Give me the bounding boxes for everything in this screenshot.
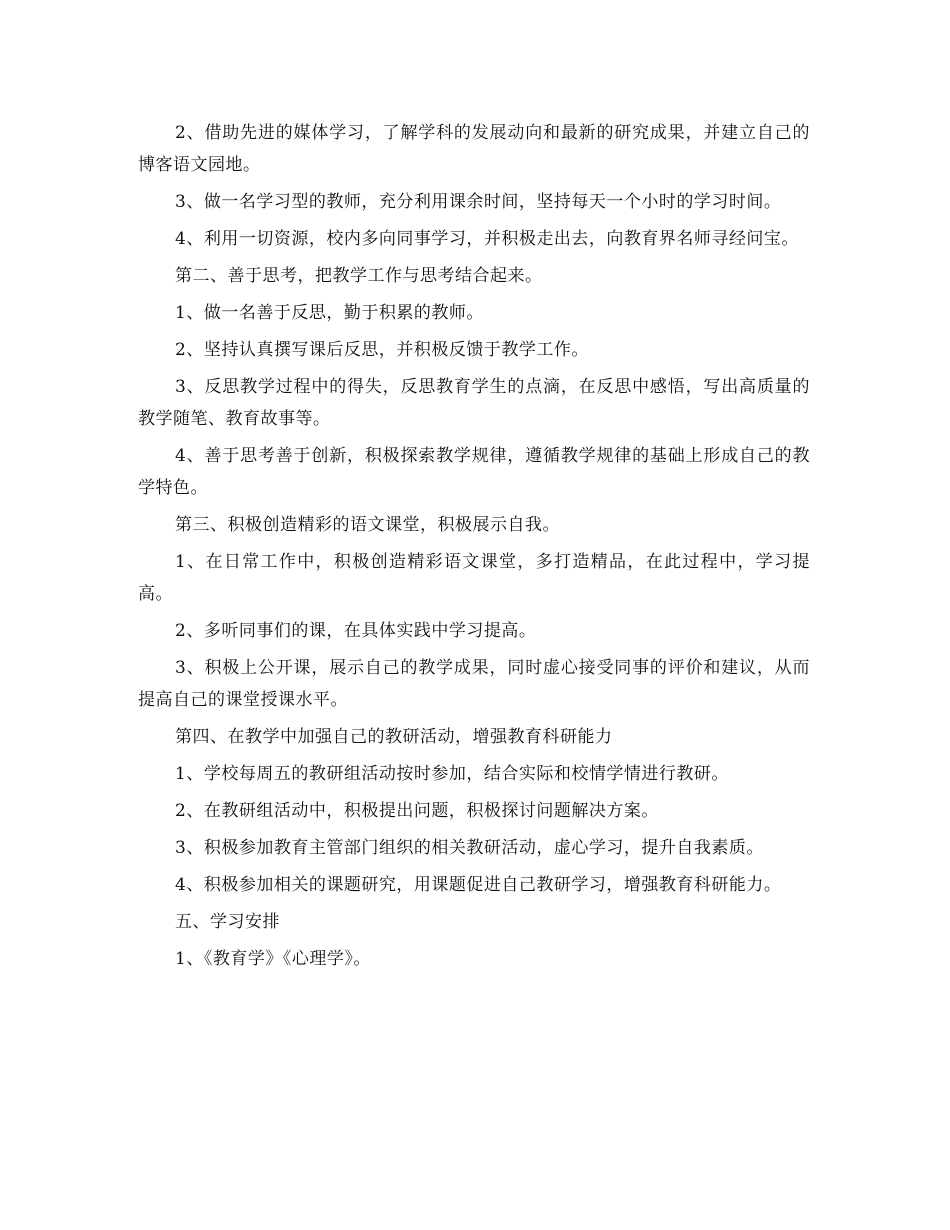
paragraph: 2、借助先进的媒体学习，了解学科的发展动向和最新的研究成果，并建立自己的博客语文园地。	[138, 123, 810, 175]
paragraph: 2、坚持认真撰写课后反思，并积极反馈于教学工作。	[175, 340, 589, 360]
paragraph: 3、积极参加教育主管部门组织的相关教研活动，虚心学习，提升自我素质。	[175, 838, 764, 858]
section-heading: 第四、在教学中加强自己的教研活动，增强教育科研能力	[175, 727, 613, 747]
document-body	[138, 117, 810, 980]
paragraph: 4、利用一切资源，校内多向同事学习，并积极走出去，向教育界名师寻经问宝。	[175, 229, 799, 249]
section-heading: 五、学习安排	[175, 912, 280, 932]
paragraph: 1、学校每周五的教研组活动按时参加，结合实际和校情学情进行教研。	[175, 764, 729, 784]
paragraph: 1、做一名善于反思，勤于积累的教师。	[175, 303, 484, 323]
paragraph: 1、《教育学》《心理学》。	[175, 949, 371, 969]
paragraph: 4、积极参加相关的课题研究，用课题促进自己教研学习，增强教育科研能力。	[175, 875, 782, 895]
paragraph: 3、积极上公开课，展示自己的教学成果，同时虚心接受同事的评价和建议，从而提高自己的课堂授课水平。	[138, 658, 810, 710]
paragraph: 2、在教研组活动中，积极提出问题，积极探讨问题解决方案。	[175, 801, 659, 821]
paragraph: 1、在日常工作中，积极创造精彩语文课堂，多打造精品，在此过程中，学习提高。	[138, 552, 810, 604]
paragraph: 4、善于思考善于创新，积极探索教学规律，遵循教学规律的基础上形成自己的教学特色。	[138, 446, 810, 498]
section-heading: 第三、积极创造精彩的语文课堂，积极展示自我。	[175, 515, 560, 535]
paragraph: 3、反思教学过程中的得失，反思教育学生的点滴，在反思中感悟，写出高质量的教学随笔、教育故事等。	[138, 377, 810, 429]
paragraph: 2、多听同事们的课，在具体实践中学习提高。	[175, 621, 537, 641]
paragraph: 3、做一名学习型的教师，充分利用课余时间，坚持每天一个小时的学习时间。	[175, 192, 782, 212]
section-heading: 第二、善于思考，把教学工作与思考结合起来。	[175, 266, 543, 286]
